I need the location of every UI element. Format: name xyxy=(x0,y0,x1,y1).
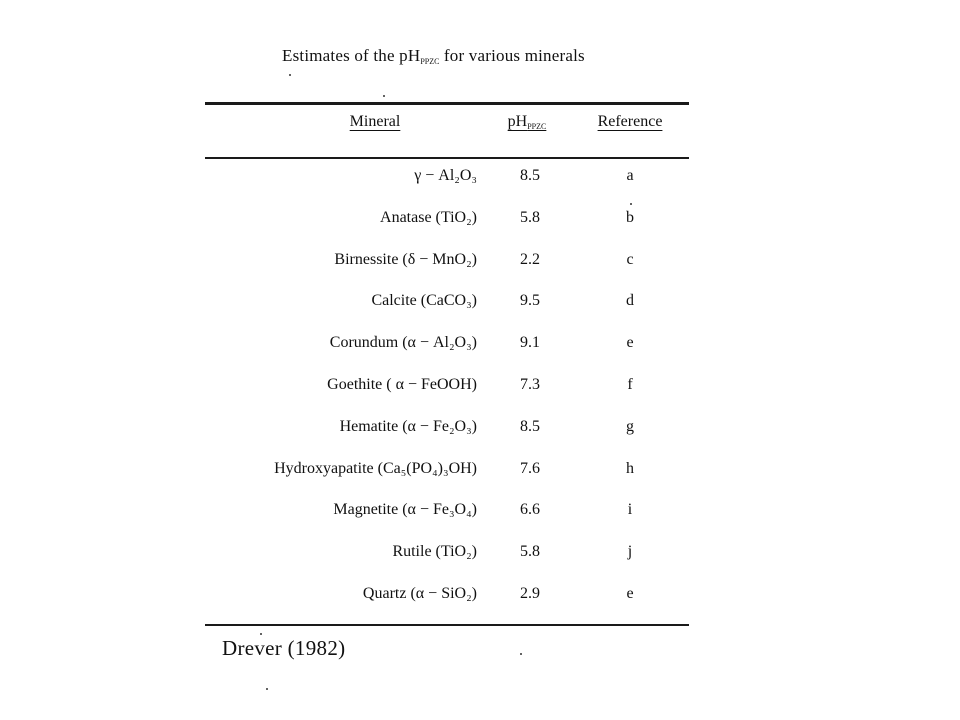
table-row xyxy=(205,459,689,501)
mineral-cell: Quartz (α − SiO₂) xyxy=(362,584,477,602)
mineral-cell: Calcite (CaCO₃) xyxy=(371,292,477,310)
reference-cell: f xyxy=(627,375,633,393)
citation: Drever (1982) xyxy=(222,636,346,660)
column-header-ph-subscript: PPZC xyxy=(527,122,547,131)
mineral-cell: Corundum (α − Al₂O₃) xyxy=(329,334,477,352)
table-row xyxy=(205,166,689,208)
ph-cell: 5.8 xyxy=(520,543,540,561)
column-header-reference: Reference xyxy=(597,113,663,130)
ph-cell: 9.5 xyxy=(520,292,540,310)
scan-speck xyxy=(266,688,268,690)
reference-cell: b xyxy=(626,208,634,226)
table-bottom-rule xyxy=(205,624,689,626)
table-row xyxy=(205,208,689,250)
column-header-ph-text: pH xyxy=(507,113,528,130)
table-row xyxy=(205,500,689,542)
ph-cell: 5.8 xyxy=(520,208,540,226)
table-top-rule xyxy=(205,102,689,105)
ph-cell: 2.2 xyxy=(520,250,540,268)
scan-speck xyxy=(289,74,291,76)
reference-cell: d xyxy=(626,292,634,310)
reference-cell: e xyxy=(626,584,634,602)
reference-cell: c xyxy=(626,250,634,268)
table-row xyxy=(205,291,689,333)
reference-cell: e xyxy=(626,334,634,352)
table-row xyxy=(205,250,689,292)
reference-cell: a xyxy=(626,167,634,184)
mineral-cell: Hematite (α − Fe₂O₃) xyxy=(339,417,477,435)
ph-cell: 2.9 xyxy=(520,584,540,602)
scan-speck xyxy=(520,653,522,655)
ph-cell: 7.3 xyxy=(520,375,540,393)
reference-cell: j xyxy=(627,543,633,561)
scan-speck xyxy=(260,633,262,635)
table-body xyxy=(205,166,689,626)
table-row xyxy=(205,542,689,584)
ph-cell: 6.6 xyxy=(520,501,540,519)
scan-speck xyxy=(630,203,632,205)
column-header-ph xyxy=(492,113,562,131)
mineral-cell: Hydroxyapatite (Ca₅(PO₄)₃OH) xyxy=(274,459,477,477)
ph-cell: 8.5 xyxy=(520,417,540,435)
table-row xyxy=(205,333,689,375)
ph-cell: 8.5 xyxy=(520,167,540,184)
scan-speck xyxy=(383,95,385,97)
ph-cell: 7.6 xyxy=(520,459,540,477)
mineral-cell: Goethite ( α − FeOOH) xyxy=(327,375,477,393)
reference-cell: g xyxy=(626,417,634,435)
mineral-cell: Rutile (TiO₂) xyxy=(392,543,477,561)
table-row xyxy=(205,375,689,417)
mineral-cell: γ − Al₂O₃ xyxy=(414,167,477,184)
table-row xyxy=(205,584,689,626)
table-title xyxy=(282,46,585,66)
title-subscript: PPZC xyxy=(420,57,440,66)
reference-cell: h xyxy=(626,459,634,477)
reference-cell: i xyxy=(627,501,633,519)
table-row xyxy=(205,417,689,459)
mineral-cell: Magnetite (α − Fe₃O₄) xyxy=(333,501,477,519)
mineral-cell: Birnessite (δ − MnO₂) xyxy=(334,250,477,268)
title-prefix: Estimates of the pH xyxy=(282,46,421,65)
ph-cell: 9.1 xyxy=(520,334,540,352)
table-header-rule xyxy=(205,157,689,159)
column-header-mineral: Mineral xyxy=(349,113,401,130)
title-suffix: for various minerals xyxy=(439,46,585,65)
mineral-cell: Anatase (TiO₂) xyxy=(380,208,477,226)
